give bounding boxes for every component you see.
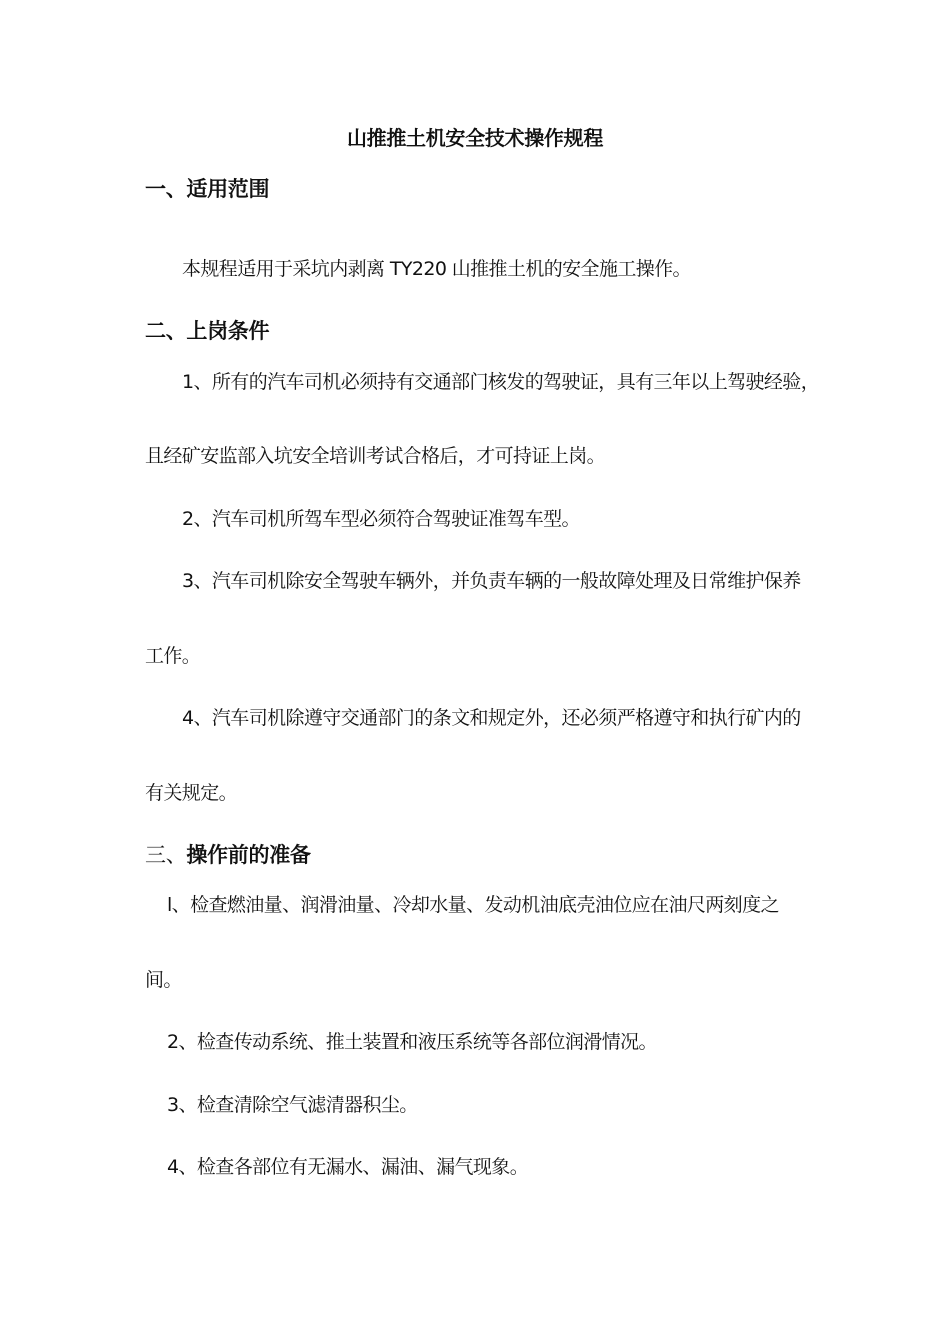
- paragraph-line: 2、检查传动系统、推土装置和液压系统等各部位润滑情况。: [167, 1031, 657, 1053]
- paragraph-line: 1、所有的汽车司机必须持有交通部门核发的驾驶证，具有三年以上驾驶经验，: [182, 371, 820, 393]
- paragraph-line: 3、检查清除空气滤清器积尘。: [167, 1094, 418, 1116]
- section-heading-prefix: 三、: [145, 843, 187, 867]
- paragraph-line: 2、汽车司机所驾车型必须符合驾驶证准驾车型。: [182, 508, 580, 530]
- paragraph-line: 4、检查各部位有无漏水、漏油、漏气现象。: [167, 1156, 529, 1178]
- section-heading-scope: 一、适用范围: [145, 177, 270, 201]
- paragraph-line: 有关规定。: [145, 782, 238, 804]
- section-heading-qualifications: 二、上岗条件: [145, 319, 270, 343]
- section-heading-preparation: [145, 842, 311, 868]
- paragraph-line: 本规程适用于采坑内剥离 TY220 山推推土机的安全施工操作。: [182, 258, 691, 280]
- paragraph-line: 工作。: [145, 645, 201, 667]
- paragraph-line: l、检查燃油量、润滑油量、冷却水量、发动机油底壳油位应在油尺两刻度之: [167, 894, 779, 916]
- paragraph-line: 4、汽车司机除遵守交通部门的条文和规定外，还必须严格遵守和执行矿内的: [182, 707, 801, 729]
- paragraph-line: 3、汽车司机除安全驾驶车辆外，并负责车辆的一般故障处理及日常维护保养: [182, 570, 801, 592]
- paragraph-line: 间。: [145, 969, 182, 991]
- document-title: 山推推土机安全技术操作规程: [346, 126, 604, 150]
- paragraph-line: 且经矿安监部入坑安全培训考试合格后，才可持证上岗。: [145, 445, 606, 467]
- section-heading-text: 操作前的准备: [186, 843, 311, 867]
